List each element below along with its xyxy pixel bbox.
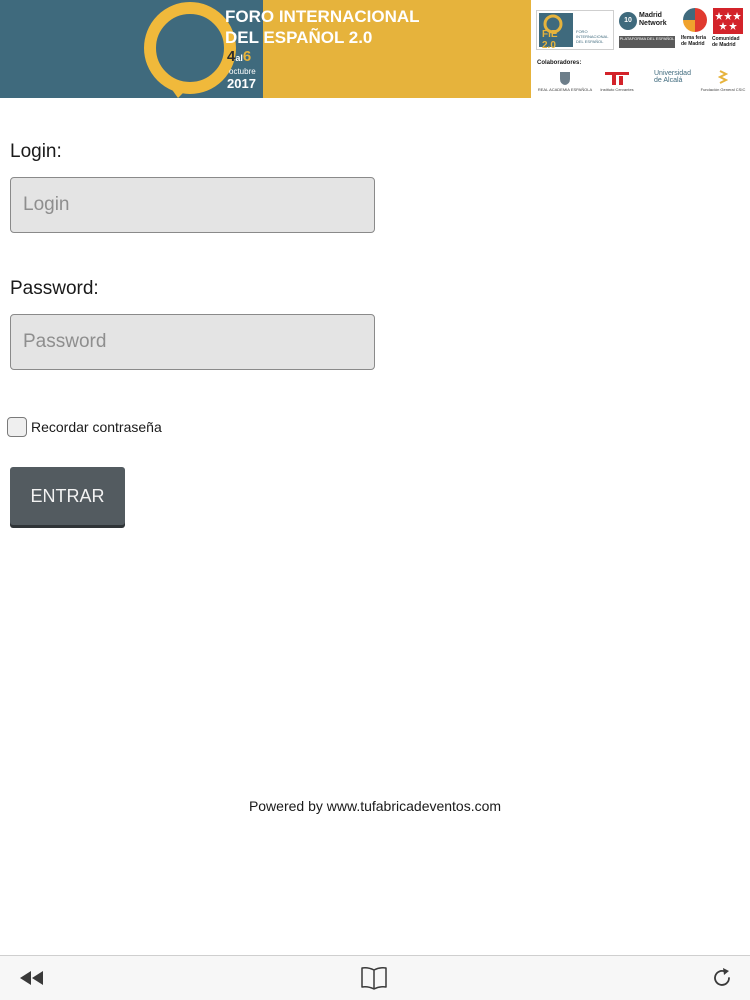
fie-logo-mark [539,13,573,51]
rewind-icon [19,970,45,986]
collaborator-rae [535,70,595,96]
back-button[interactable] [10,956,54,1000]
powered-by-text: Powered by www.tufabricadeventos.com [248,798,502,814]
cervantes-logo-icon [602,70,632,86]
reload-icon [711,967,733,989]
fie-logo-text: FiE 2.0 [542,29,558,51]
collaborator-csic-label: Fundación General CSIC [700,87,746,92]
book-icon [360,966,388,990]
browser-toolbar [0,955,750,1000]
madrid-network-name: Madrid Network [639,12,667,27]
password-label: Password: [10,278,99,299]
collaborator-cervantes-label: Instituto Cervantes [600,87,634,92]
forum-title-line1: FORO INTERNACIONAL [225,7,420,26]
password-input[interactable] [10,314,375,370]
ifema-icon [683,8,707,32]
collaborator-rae-label: REAL ACADEMIA ESPAÑOLA [537,87,593,92]
csic-logo-icon [718,70,728,86]
event-banner [0,0,750,98]
bookmarks-button[interactable] [352,956,396,1000]
collaborator-uah-label: Universidad de Alcalá [654,70,691,84]
madrid-network-platform: PLATAFORMA DEL ESPAÑOL [619,36,675,48]
date-end: 6 [242,48,252,65]
forum-title [225,6,420,48]
ifema-text: Ifema feria de Madrid [681,35,707,47]
comunidad-madrid-flag-icon [713,8,743,34]
collaborator-csic [698,70,748,96]
comunidad-madrid-logo [712,8,744,50]
collaborators-label: Colaboradores: [537,60,582,66]
collaborator-uah [640,70,696,96]
remember-password-row[interactable] [7,416,162,438]
date-connector: al [235,53,243,63]
login-label: Login: [10,141,62,162]
ifema-logo [681,8,709,50]
fie-logo-subtitle: FORO INTERNACIONAL DEL ESPAÑOL [576,29,609,44]
madrid-network-icon: 10 [619,12,637,30]
date-start: 4 [227,48,236,65]
comunidad-madrid-text: Comunidad de Madrid [712,36,740,48]
fie-logo [536,10,614,50]
login-submit-button[interactable]: ENTRAR [10,467,125,525]
forum-title-line2: DEL ESPAÑOL 2.0 [225,28,373,47]
reload-button[interactable] [700,956,744,1000]
event-dates [227,48,256,91]
madrid-network-logo [619,10,677,50]
remember-password-checkbox[interactable] [7,417,27,437]
date-year: 2017 [227,76,256,91]
date-month: octubre [229,67,256,76]
rae-crest-icon [558,70,572,86]
remember-password-label[interactable]: Recordar contraseña [31,419,162,435]
login-input[interactable] [10,177,375,233]
collaborator-cervantes [598,70,636,96]
